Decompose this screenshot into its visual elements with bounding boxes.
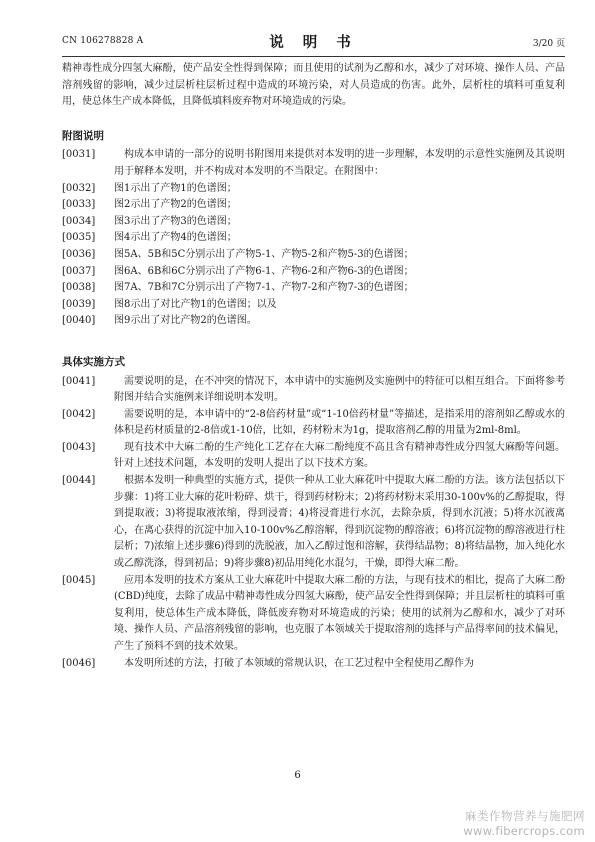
- intro-paragraph: 精神毒性成分四氢大麻酚，使产品安全性得到保障；而且使用的试剂为乙醇和水，减少了对环境、操作人员、产品溶剂残留的影响，减少过层析柱层析过程中造成的环境污染，对人员造成的伤害。此外，层析柱的填料可重复利用，使总体生产成本降低，且降低填料废弃物对环境造成的污染。: [62, 63, 565, 108]
- paragraph-text: 图7A、7B和7C分别示出了产物7-1、产物7-2和产物7-3的色谱图；: [114, 282, 414, 294]
- paragraph: [62, 407, 565, 440]
- page-header: [62, 30, 565, 52]
- document-body: [62, 61, 565, 672]
- paragraph-number: [0038]: [62, 282, 96, 294]
- paragraph: [62, 230, 565, 247]
- paragraph: [62, 473, 565, 573]
- paragraph: [62, 214, 565, 231]
- paragraph: [62, 247, 565, 264]
- paragraph-number: [0035]: [62, 232, 96, 244]
- paragraph: [62, 440, 565, 473]
- paragraph-text: 图6A、6B和6C分别示出了产物6-1、产物6-2和产物6-3的色谱图；: [114, 265, 414, 277]
- paragraph: [62, 181, 565, 198]
- paragraph: [62, 313, 565, 330]
- paragraph: [62, 374, 565, 407]
- section-title: 附图说明: [62, 129, 104, 142]
- paragraph-number: [0044]: [62, 475, 96, 487]
- paragraph-number: [0033]: [62, 199, 96, 211]
- paragraph-number: [0036]: [62, 248, 96, 260]
- section-embodiments: [62, 354, 565, 672]
- watermark-site-name: 麻类作物营养与施肥网: [465, 809, 585, 823]
- paragraph-number: [0041]: [62, 375, 96, 387]
- paragraph-text: 图1示出了产物1的色谱图；: [114, 182, 237, 194]
- section-title: 具体实施方式: [62, 355, 125, 368]
- paragraph-text: 本发明所述的方法，打破了本领域的常规认识，在工艺过程中全程使用乙醇作为: [124, 657, 474, 669]
- paragraph-number: [0037]: [62, 265, 96, 277]
- paragraph: [62, 197, 565, 214]
- paragraph-text: 构成本申请的一部分的说明书附图用来提供对本发明的进一步理解，本发明的示意性实施例及其说明用于解释本发明，并不构成对本发明的不当限定。在附图中：: [114, 149, 565, 177]
- paragraph-number: [0040]: [62, 315, 96, 327]
- watermark-url: www.fibercrops.com: [463, 824, 585, 838]
- paragraph-text: 图9示出了对比产物2的色谱图。: [114, 315, 257, 327]
- paragraph-text: 图4示出了产物4的色谱图；: [114, 232, 237, 244]
- paragraph-number: [0045]: [62, 574, 96, 586]
- section-figures: [62, 128, 565, 330]
- paragraph-number: [0032]: [62, 182, 96, 194]
- paragraph-number: [0043]: [62, 441, 96, 453]
- paragraph-number: [0046]: [62, 657, 96, 669]
- paragraph: [62, 264, 565, 281]
- patent-number: CN 106278828 A: [62, 36, 144, 46]
- paragraph-text: 图3示出了产物3的色谱图；: [114, 215, 237, 227]
- document-title: 说 明 书: [269, 34, 358, 51]
- paragraph: [62, 573, 565, 656]
- paragraph: [62, 147, 565, 180]
- page-number: 6: [294, 770, 301, 781]
- paragraph: [62, 280, 565, 297]
- paragraph-text: 应用本发明的技术方案从工业大麻花叶中提取大麻二酚的方法，与现有技术的相比，提高了大麻二酚(CBD)纯度，去除了成品中精神毒性成分四氢大麻酚，使产品安全性得到保障；并且层析柱的填料可重复利用，使总体生产成本降低，降低废弃物对环境造成的污染；使用的试剂为乙醇和水，减少了对环境、操作人员、产品溶剂残留的影响，也克服了本领域关于提取溶剂的选择与产品得率间的技术偏见，产生了预料不到的技术效果。: [114, 574, 565, 652]
- header-divider: [62, 56, 565, 57]
- paragraph-text: 需要说明的是，本申请中的“2-8倍药材量”或“1-10倍药材量”等描述，是指采用的溶剂如乙醇或水的体积是药材质量的2-8倍或1-10倍，比如，药材粉末为1g，提取溶剂乙醇的用量为2ml-8ml。: [114, 408, 565, 437]
- site-watermark: [463, 808, 585, 838]
- paragraph-text: 图2示出了产物2的色谱图；: [114, 199, 237, 211]
- page-indicator: 3/20 页: [532, 39, 565, 49]
- paragraph-number: [0031]: [62, 149, 96, 161]
- paragraph-text: 现有技术中大麻二酚的生产纯化工艺存在大麻二酚纯度不高且含有精神毒性成分四氢大麻酚等问题。针对上述技术问题，本发明的发明人提出了以下技术方案。: [114, 441, 565, 470]
- paragraph-number: [0034]: [62, 215, 96, 227]
- paragraph-text: 需要说明的是，在不冲突的情况下，本申请中的实施例及实施例中的特征可以相互组合。下面将参考附图并结合实施例来详细说明本发明。: [114, 375, 565, 404]
- paragraph: [62, 656, 565, 673]
- paragraph: [62, 297, 565, 314]
- paragraph-text: 根据本发明一种典型的实施方式，提供一种从工业大麻花叶中提取大麻二酚的方法。该方法包括以下步骤：1)将工业大麻的花叶粉碎、烘干，得到药材粉末；2)将药材粉末采用30-100v%的乙醇提取，得到提取液；3)将提取液浓缩，得到浸膏；4)将浸膏进行水沉，去除杂质，得到水沉液；5)将水沉液离心，在离心获得的沉淀中加入10-100v%乙醇溶解，得到沉淀物的醇溶液；6)将沉淀物的醇溶液进行柱层析；7)浓缩上述步骤6)得到的洗脱液，加入乙醇过饱和溶解，获得结晶物；8)将结晶物，加入纯化水或乙醇洗涤，得到初品；9)将步骤8)初品用纯化水混匀，干燥，即得大麻二酚。: [114, 475, 565, 570]
- paragraph-text: 图5A、5B和5C分别示出了产物5-1、产物5-2和产物5-3的色谱图；: [114, 248, 414, 260]
- paragraph-number: [0039]: [62, 298, 96, 310]
- paragraph-number: [0042]: [62, 408, 96, 420]
- paragraph-text: 图8示出了对比产物1的色谱图；以及: [114, 298, 277, 310]
